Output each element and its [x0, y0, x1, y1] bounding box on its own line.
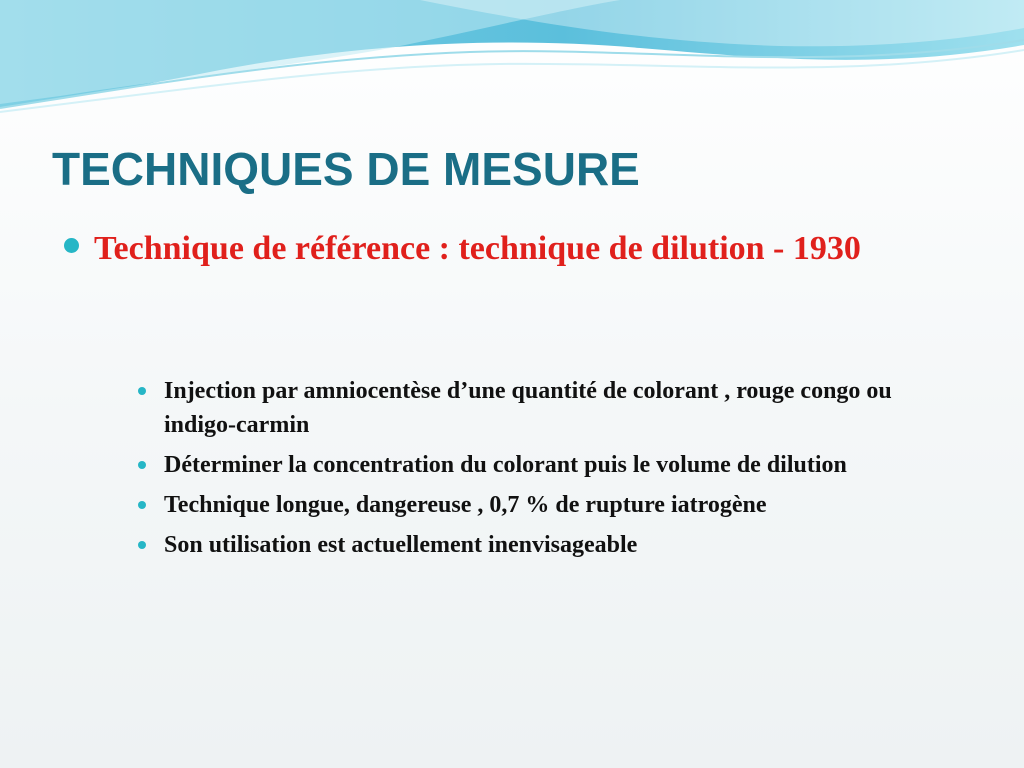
sub-bullet-item	[136, 528, 966, 562]
main-bullet-item	[64, 226, 864, 272]
sub-bullet-text: Technique longue, dangereuse , 0,7 % de rupture iatrogène	[164, 492, 767, 518]
wave-decoration	[0, 0, 1024, 120]
slide-title: TECHNIQUES DE MESURE	[52, 143, 640, 195]
bullet-dot-icon	[138, 387, 146, 395]
sub-bullet-item	[136, 448, 966, 482]
main-bullet-text: Technique de référence : technique de dilution - 1930	[94, 230, 861, 267]
bullet-dot-icon	[138, 461, 146, 469]
bullet-dot-icon	[138, 501, 146, 509]
sub-bullet-text: Injection par amniocentèse d’une quantité de colorant , rouge congo ou indigo-carmin	[164, 378, 892, 438]
sub-bullet-list	[136, 374, 966, 568]
sub-bullet-item	[136, 374, 966, 442]
sub-bullet-text: Son utilisation est actuellement inenvisageable	[164, 532, 638, 558]
bullet-dot-icon	[138, 541, 146, 549]
main-bullet-list	[64, 226, 864, 272]
sub-bullet-text: Déterminer la concentration du colorant puis le volume de dilution	[164, 452, 847, 478]
sub-bullet-item	[136, 488, 966, 522]
bullet-dot-icon	[64, 238, 79, 253]
